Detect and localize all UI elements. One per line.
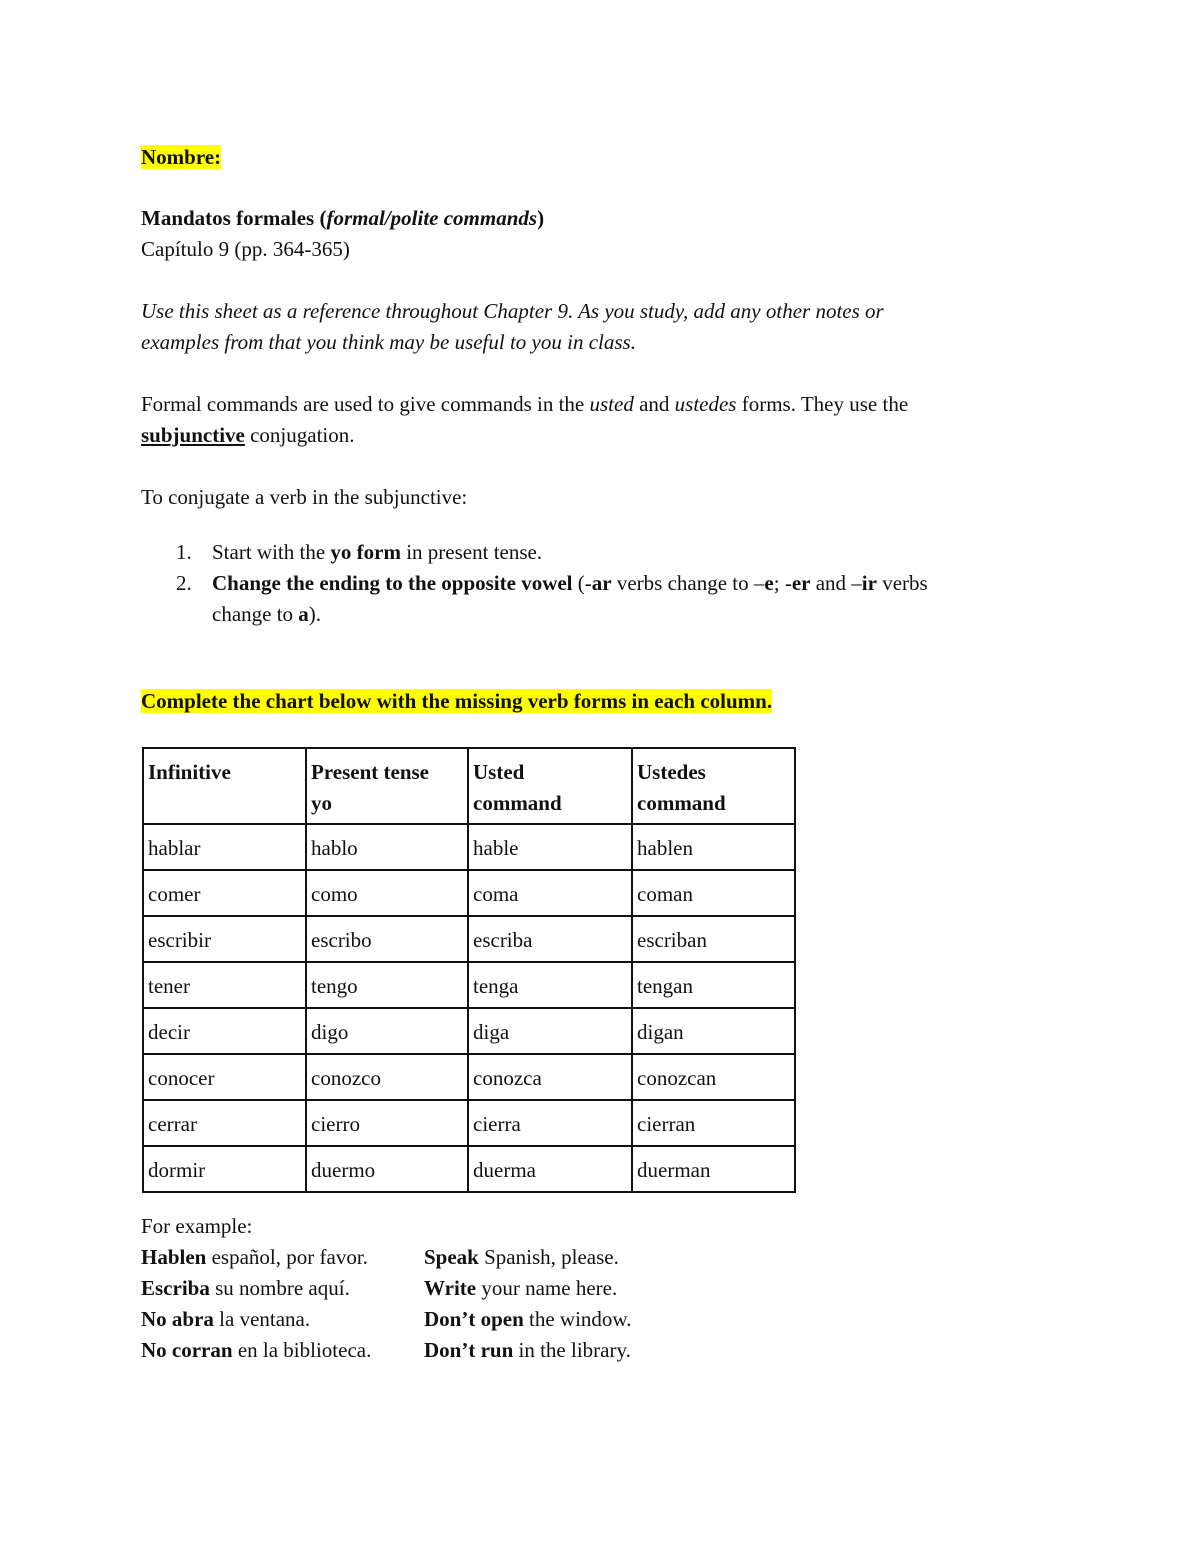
steps-list: [141, 537, 928, 630]
cell-ustedes: escriban: [632, 916, 795, 962]
example-spanish: [141, 1304, 310, 1335]
example-es-bold: Hablen: [141, 1245, 207, 1269]
table-row: [143, 1100, 795, 1146]
example-en-bold: Write: [424, 1276, 477, 1300]
step-2-text-d: and –: [810, 571, 862, 595]
step-2: [141, 568, 928, 630]
name-label: [141, 142, 221, 173]
cell-infinitive: decir: [143, 1008, 306, 1054]
example-es-rest: en la biblioteca.: [232, 1338, 372, 1362]
conjugation-text: conjugation.: [244, 423, 355, 447]
cell-infinitive: conocer: [143, 1054, 306, 1100]
cell-ustedes: coman: [632, 870, 795, 916]
step-1: [141, 537, 928, 568]
cell-present: hablo: [306, 824, 468, 870]
header-ustedes-l2: command: [637, 791, 726, 815]
step-2-number: 2.: [176, 571, 192, 595]
cell-ustedes: duerman: [632, 1146, 795, 1192]
example-english: [424, 1335, 631, 1366]
header-present-tense-l2: yo: [311, 791, 332, 815]
cell-present: digo: [306, 1008, 468, 1054]
cell-infinitive: escribir: [143, 916, 306, 962]
steps-intro: To conjugate a verb in the subjunctive:: [141, 485, 468, 509]
explanation-text-end: forms. They use the: [736, 392, 909, 416]
cell-infinitive: hablar: [143, 824, 306, 870]
cell-present: cierro: [306, 1100, 468, 1146]
cell-usted: hable: [468, 824, 632, 870]
example-en-rest: the window.: [523, 1307, 632, 1331]
example-en-bold: Don’t run: [424, 1338, 514, 1362]
cell-usted: escriba: [468, 916, 632, 962]
usted-word: usted: [589, 392, 634, 416]
cell-infinitive: tener: [143, 962, 306, 1008]
cell-present: duermo: [306, 1146, 468, 1192]
cell-ustedes: digan: [632, 1008, 795, 1054]
header-usted-command: [468, 748, 632, 824]
example-spanish: [141, 1242, 368, 1273]
header-present-tense-yo: [306, 748, 468, 824]
cell-present: como: [306, 870, 468, 916]
cell-ustedes: hablen: [632, 824, 795, 870]
cell-ustedes: tengan: [632, 962, 795, 1008]
ustedes-word: ustedes: [674, 392, 737, 416]
header-usted-l1: Usted: [473, 760, 525, 784]
worksheet-title: [141, 203, 544, 234]
explanation-line-1: [141, 389, 908, 420]
examples-intro: For example:: [141, 1214, 253, 1238]
header-usted-l2: command: [473, 791, 562, 815]
step-2-text-c: ; -: [773, 571, 792, 595]
header-present-tense-l1: Present tense: [311, 760, 429, 784]
cell-ustedes: cierran: [632, 1100, 795, 1146]
title-bold: Mandatos formales (: [141, 206, 327, 230]
cell-usted: cierra: [468, 1100, 632, 1146]
example-en-rest: in the library.: [513, 1338, 631, 1362]
step-2-bold: Change the ending to the opposite vowel: [212, 571, 573, 595]
step-2-line2-end: ).: [308, 602, 322, 626]
header-ustedes-l1: Ustedes: [637, 760, 706, 784]
step-1-text: Start with the: [212, 540, 331, 564]
header-ustedes-command: [632, 748, 795, 824]
name-label-text: Nombre:: [141, 145, 222, 169]
cell-ustedes: conozcan: [632, 1054, 795, 1100]
cell-present: conozco: [306, 1054, 468, 1100]
example-en-bold: Don’t open: [424, 1307, 524, 1331]
table-row: [143, 824, 795, 870]
chart-instruction: [141, 686, 772, 717]
cell-usted: conozca: [468, 1054, 632, 1100]
cell-infinitive: comer: [143, 870, 306, 916]
example-spanish: [141, 1335, 371, 1366]
verb-chart: [142, 747, 796, 1193]
example-en-rest: your name here.: [476, 1276, 618, 1300]
example-es-bold: No corran: [141, 1338, 233, 1362]
example-es-bold: No abra: [141, 1307, 214, 1331]
table-row: [143, 870, 795, 916]
example-es-rest: español, por favor.: [206, 1245, 368, 1269]
example-spanish: [141, 1273, 350, 1304]
example-es-bold: Escriba: [141, 1276, 210, 1300]
cell-infinitive: dormir: [143, 1146, 306, 1192]
example-en-bold: Speak: [424, 1245, 479, 1269]
step-2-text-b: verbs change to –: [611, 571, 765, 595]
header-infinitive: Infinitive: [143, 748, 306, 824]
subjunctive-keyword: subjunctive: [141, 423, 245, 447]
er-ending: er: [791, 571, 811, 595]
table-row: [143, 916, 795, 962]
example-es-rest: la ventana.: [213, 1307, 311, 1331]
explanation-text: Formal commands are used to give commands in the: [141, 392, 590, 416]
table-row: [143, 1008, 795, 1054]
example-english: [424, 1273, 617, 1304]
intro-text-2: examples from that you think may be useful to you in class.: [141, 330, 636, 354]
ir-ending: ir: [861, 571, 877, 595]
step-2-line2-text: change to: [212, 602, 299, 626]
cell-infinitive: cerrar: [143, 1100, 306, 1146]
intro-text-1: Use this sheet as a reference throughout Chapter 9. As you study, add any other notes or: [141, 299, 884, 323]
title-italic: formal/polite commands: [326, 206, 538, 230]
cell-usted: tenga: [468, 962, 632, 1008]
intro-line-1: [141, 296, 884, 327]
cell-present: escribo: [306, 916, 468, 962]
cell-present: tengo: [306, 962, 468, 1008]
example-english: [424, 1304, 631, 1335]
chart-instruction-text: Complete the chart below with the missing verb forms in each column.: [141, 689, 773, 713]
table-row: [143, 1054, 795, 1100]
cell-usted: coma: [468, 870, 632, 916]
step-2-text-e: verbs: [876, 571, 928, 595]
table-row: [143, 962, 795, 1008]
example-english: [424, 1242, 619, 1273]
a-ending: a: [298, 602, 309, 626]
example-es-rest: su nombre aquí.: [209, 1276, 350, 1300]
step-2-text-a: (-: [572, 571, 592, 595]
step-1-bold: yo form: [330, 540, 401, 564]
e-ending: e: [764, 571, 774, 595]
title-close: ): [537, 206, 545, 230]
example-en-rest: Spanish, please.: [478, 1245, 619, 1269]
verb-chart-header-row: [143, 748, 795, 824]
explanation-line-2: [141, 420, 355, 451]
table-row: [143, 1146, 795, 1192]
and-word: and: [633, 392, 675, 416]
cell-usted: duerma: [468, 1146, 632, 1192]
cell-usted: diga: [468, 1008, 632, 1054]
chapter-reference: Capítulo 9 (pp. 364-365): [141, 237, 350, 261]
intro-line-2: [141, 327, 636, 358]
ar-ending: ar: [591, 571, 612, 595]
step-1-text-end: in present tense.: [400, 540, 543, 564]
step-1-number: 1.: [176, 540, 192, 564]
